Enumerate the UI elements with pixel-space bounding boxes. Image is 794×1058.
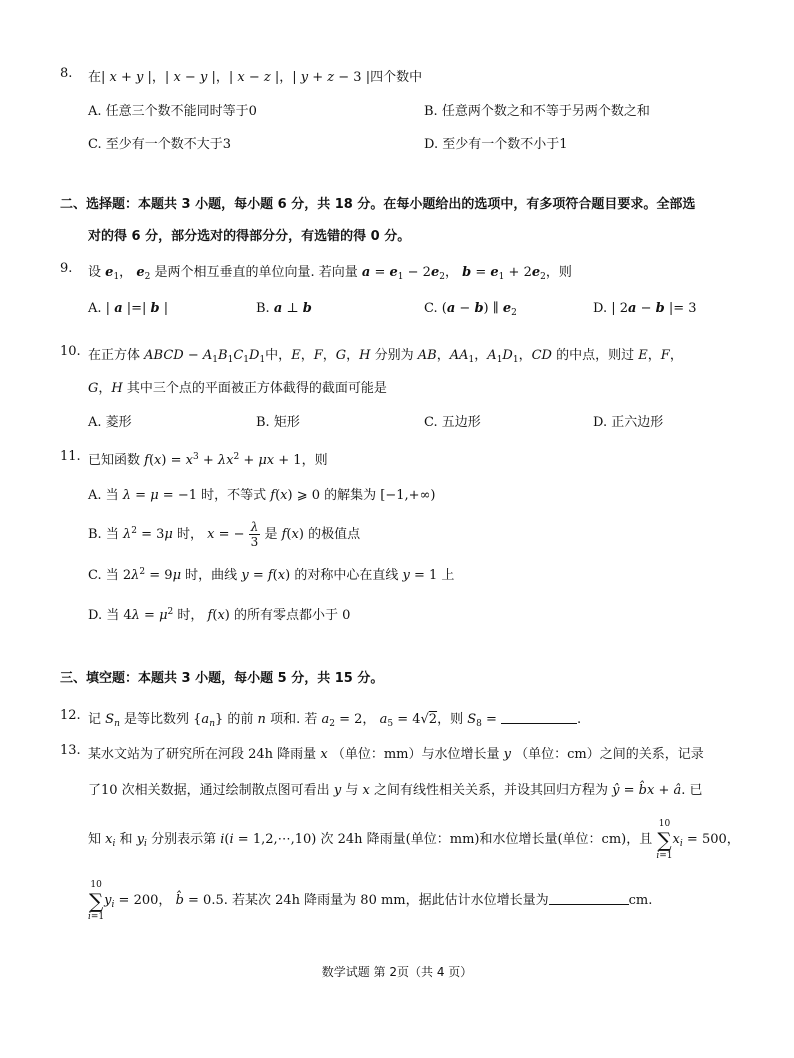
question-9-option-a: A. | a |=| b | <box>88 301 169 316</box>
question-8-stem: 在| x + y |，| x − y |，| x − z |，| y + z − 3 |四个数中 <box>88 70 423 85</box>
question-13-line-4: 10 ∑ i=1 $y_i = 200$， b̂ = 0.5. 若某次 24h 降雨量为 80 mm，据此估计水位增长量为 cm. <box>88 879 653 922</box>
question-9-option-b: B. a ⊥ b <box>256 301 312 316</box>
question-12-stem: 记 $S_n$ 是等比数列 $\{a_n\}$ 的前 n 项和. 若 $a_2 = 2$， $a_5 = 4√2$，则 $S_8$ = . <box>88 712 582 729</box>
question-10-option-a: A. 菱形 <box>88 415 132 430</box>
question-10-stem-line-2: G，H 其中三个点的平面被正方体截得的截面可能是 <box>88 381 387 396</box>
summation: 10 ∑ i=1 <box>88 879 105 922</box>
question-9-stem: 设 $e_1$， $e_2$ 是两个相互垂直的单位向量. 若向量 $a = e_1 - 2e_2$， $b = e_1 + 2e_2$，则 <box>88 265 572 282</box>
section-2-heading-line-1: 二、选择题：本题共 3 小题，每小题 6 分，共 18 分。在每小题给出的选项中，有多项符合题目要求。全部选 <box>60 197 696 212</box>
question-8-number: 8. <box>60 66 73 81</box>
question-13-line-2: 了10 次相关数据，通过绘制散点图可看出 y 与 x 之间有线性相关关系，并设其回归方程为 ŷ = b̂x + â. 已 <box>88 783 703 798</box>
answer-blank[interactable] <box>549 892 629 905</box>
question-13-number: 13. <box>60 743 81 758</box>
question-13-line-1: 某水文站为了研究所在河段 24h 降雨量 x （单位：mm）与水位增长量 y （单位：cm）之间的关系，记录 <box>88 747 704 762</box>
question-8-option-b: B. 任意两个数之和不等于另两个数之和 <box>424 104 650 119</box>
question-12-number: 12. <box>60 708 81 723</box>
question-9-option-d: D. | 2a − b |= 3 <box>593 301 697 316</box>
question-10-stem-line-1: 在正方体 ABCD − $A_1B_1C_1D_1$中，E，F，G，H 分别为 AB，$AA_1$，$A_1D_1$，CD 的中点，则过 E，F， <box>88 348 683 365</box>
section-3-heading: 三、填空题：本题共 3 小题，每小题 5 分，共 15 分。 <box>60 671 384 686</box>
question-11-option-a: A. 当 λ = μ = −1 时，不等式 f(x) ⩾ 0 的解集为 [−1,+∞) <box>88 488 436 503</box>
question-10-option-c: C. 五边形 <box>424 415 481 430</box>
question-11-option-c: C. 当 $2\lambda^2 = 9\mu$ 时，曲线 y = f(x) 的对称中心在直线 y = 1 上 <box>88 567 455 583</box>
question-8-option-a: A. 任意三个数不能同时等于0 <box>88 104 257 119</box>
section-2-heading-line-2: 对的得 6 分，部分选对的得部分分，有选错的得 0 分。 <box>88 229 411 244</box>
question-9-number: 9. <box>60 261 73 276</box>
question-9-option-c: C. (a − b) ∥ $e_2$ <box>424 301 517 318</box>
fraction: $\frac{\lambda}{3}$ <box>250 520 259 549</box>
question-10-option-d: D. 正六边形 <box>593 415 664 430</box>
question-11-option-b: B. 当 $\lambda^2 = 3\mu$ 时， x = − $\frac{\lambda}{3}$ 是 f(x) 的极值点 <box>88 520 361 549</box>
summation: 10 ∑ i=1 <box>656 818 673 861</box>
page-footer: 数学试题 第 2页（共 4 页） <box>321 965 473 979</box>
question-8-option-d: D. 至少有一个数不小于1 <box>424 137 568 152</box>
answer-blank[interactable] <box>501 711 577 724</box>
question-8-option-c: C. 至少有一个数不大于3 <box>88 137 232 152</box>
question-10-number: 10. <box>60 344 81 359</box>
question-10-option-b: B. 矩形 <box>256 415 300 430</box>
question-11-option-d: D. 当 $4\lambda = \mu^2$ 时， f(x) 的所有零点都小于 0 <box>88 607 351 623</box>
question-11-stem: 已知函数 $f(x) = x^3 + \lambda x^2 + \mu x + 1$，则 <box>88 452 328 468</box>
question-11-number: 11. <box>60 449 81 464</box>
math-expression: | x + y |，| x − y |，| x − z |，| y + z − 3 | <box>101 70 371 85</box>
question-13-line-3: 知 $x_i$ 和 $y_i$ 分别表示第 i(i = 1,2,⋯,10) 次 24h 降雨量(单位：mm)和水位增长量(单位：cm)，且 10 ∑ i=1 $x_i = 500$， <box>88 818 740 861</box>
